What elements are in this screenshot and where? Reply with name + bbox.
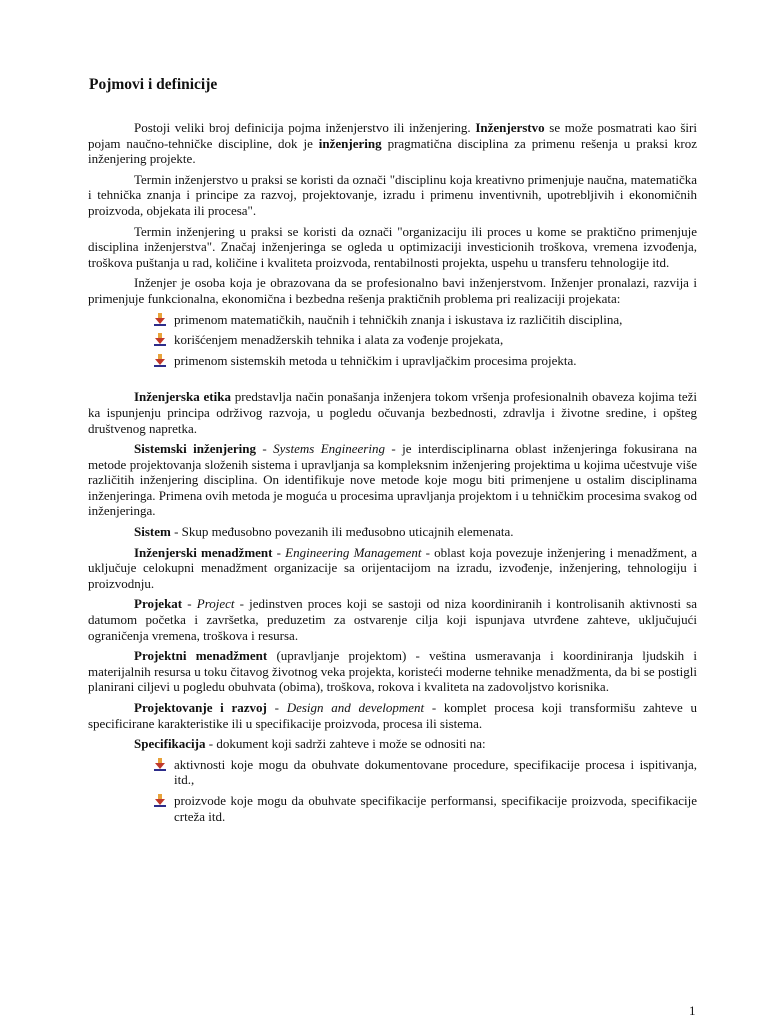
paragraph-inzenjer: Inženjer je osoba koja je obrazovana da se profesionalno bavi inženjerstvom. Inženjer pronalazi, razvija i primenjuje funkcionalna, ekonomična i bezbedna rešenja praktičnih problema pri realizaciji projekata:: [88, 275, 697, 306]
text-run: (upravljanje projektom) - veština usmeravanja i koordiniranja ljudskih i materijalnih resursa u toku čitavog životnog veka projekta, koristeći moderne tehnike menadžmenta, da bi se postigli planirani ciljevi u pogledu obuhvata (obima), troškova, rokova i kvaliteta na zadovoljstvo korisnika.: [88, 648, 697, 695]
term-projekat: Projekat: [134, 596, 183, 612]
term-systems-engineering: Sistemski inženjering: [134, 441, 256, 457]
list-item: [88, 353, 697, 369]
paragraph-ethics: [88, 389, 697, 436]
list-item: [88, 332, 697, 348]
bullet-list-specification: [88, 757, 697, 824]
paragraph-intro: [88, 120, 697, 167]
english-term: Project: [196, 596, 235, 612]
paragraph-sistem: [88, 524, 697, 540]
text-run: - Skup međusobno povezanih ili međusobno uticajnih elemenata.: [170, 524, 514, 540]
paragraph-engineering-management: [88, 545, 697, 592]
english-term: Systems Engineering: [273, 441, 385, 457]
term-specifikacija: Specifikacija: [134, 736, 206, 752]
text-run: predstavlja način ponašanja inženjera tokom vršenja profesionalnih obaveza kojima teži ka ispunjenju principa održivog razvoja, u pogledu očuvanja bezbednosti, zdravlja i životne sredine, i opšteg društvenog napretka.: [88, 389, 697, 436]
term-design-development: Projektovanje i razvoj: [134, 700, 267, 715]
arrow-bullet-icon: [154, 354, 166, 367]
paragraph-inzenjering: Termin inženjering u praksi se koristi da označi "organizaciju ili proces u kome se praktično primenjuje disciplina inženjerstva". Značaj inženjeringa se ogleda u optimizaciji investicionih troškova, vremena izvođenja, troškova puštanja u rad, količine i kvaliteta proizvoda, rentabilnosti projekta, uspehu u transferu tehnologije itd.: [88, 223, 697, 270]
page-number: 1: [689, 1003, 696, 1018]
text-run: - je interdisciplinarna oblast inženjeringa fokusirana na metode projektovanja složenih sistema i upravljanja sa kompleksnim inženjering projektima u kojima učestvuje više različitih inženjering disciplina. On identifikuje nove metode koje mogu biti primenjene u ostalim disciplinama inženjeringa. Primena ovih metoda je moguća u procesima upravljanja projektom i u tehničkim procesima svakog od inženjeringa.: [88, 441, 697, 519]
bullet-list-engineer: [88, 312, 697, 369]
term-engineering-management: Inženjerski menadžment: [134, 544, 273, 560]
paragraph-specifikacija: [88, 736, 697, 752]
term-ethics: Inženjerska etika: [134, 389, 231, 405]
text-run: se može posmatrati kao širi pojam naučno-tehničke discipline, dok je: [88, 120, 697, 151]
term-project-management: Projektni menadžment: [134, 648, 268, 664]
term-sistem: Sistem: [134, 524, 171, 540]
list-item-text: aktivnosti koje mogu da obuhvate dokumentovane procedure, specifikacije procesa i ispitivanja, itd.,: [174, 756, 697, 788]
paragraph-design-development: [88, 700, 697, 731]
text-run: - jedinstven proces koji se sastoji od niza koordiniranih i kontrolisanih aktivnosti sa datumom početka i završetka, preduzetim za ostvarenje cilja koji ispunjava utvrđene zahteve, uključujući ograničenja vremena, troškova i resursa.: [88, 596, 697, 643]
list-item-text: primenom matematičkih, naučnih i tehničkih znanja i iskustava iz različitih disciplina,: [174, 311, 623, 327]
text-run: -: [266, 700, 287, 715]
text-run: Postoji veliki broj definicija pojma inženjerstvo ili inženjering.: [134, 120, 476, 135]
paragraph-systems-engineering: [88, 441, 697, 519]
list-item: [88, 757, 697, 788]
paragraph-projekat: [88, 596, 697, 643]
list-item: [88, 793, 697, 824]
term-inzenjering: inženjering: [318, 135, 382, 151]
term-inzenjerstvo: Inženjerstvo: [475, 120, 545, 135]
english-term: Design and development: [286, 700, 425, 715]
paragraph-project-management: [88, 648, 697, 695]
list-item-text: primenom sistemskih metoda u tehničkim i upravljačkim procesima projekta.: [174, 352, 577, 368]
arrow-bullet-icon: [154, 333, 166, 346]
arrow-bullet-icon: [154, 794, 166, 807]
list-item-text: proizvode koje mogu da obuhvate specifikacije performansi, specifikacije proizvoda, specifikacije crteža itd.: [174, 792, 697, 824]
text-run: -: [272, 544, 286, 560]
paragraph-inzenjerstvo: Termin inženjerstvo u praksi se koristi da označi "disciplinu koja kreativno primenjuje naučna, matematička i tehnička znanja i principe za razvoj, projektovanje, izradu i primenu inventivnih, upotrebljivih i ekonomičnih proizvoda, objekata ili procesa".: [88, 171, 697, 218]
text-run: - dokument koji sadrži zahteve i može se odnositi na:: [205, 736, 486, 752]
text-run: - oblast koja povezuje inženjering i menadžment, a uključuje celokupni menadžment organizacije sa orijentacijom na izradu, izvođenje, inženjering, tehnologiju i proizvodnju.: [88, 544, 697, 591]
list-item-text: korišćenjem menadžerskih tehnika i alata za vođenje projekata,: [174, 332, 504, 348]
text-run: pragmatična disciplina za primenu rešenja u praksi kroz inženjering projekte.: [88, 135, 697, 167]
page-title: Pojmovi i definicije: [89, 76, 218, 93]
arrow-bullet-icon: [154, 758, 166, 771]
arrow-bullet-icon: [154, 313, 166, 326]
text-run: -: [255, 441, 274, 457]
list-item: [88, 312, 697, 328]
spacer: [88, 373, 697, 389]
text-run: -: [182, 596, 197, 612]
text-run: - komplet procesa koji transformišu zahteve u specificirane karakteristike ili u specifikacije proizvoda, procesa ili sistema.: [88, 700, 697, 731]
document-body: [88, 120, 697, 829]
english-term: Engineering Management: [285, 544, 422, 560]
